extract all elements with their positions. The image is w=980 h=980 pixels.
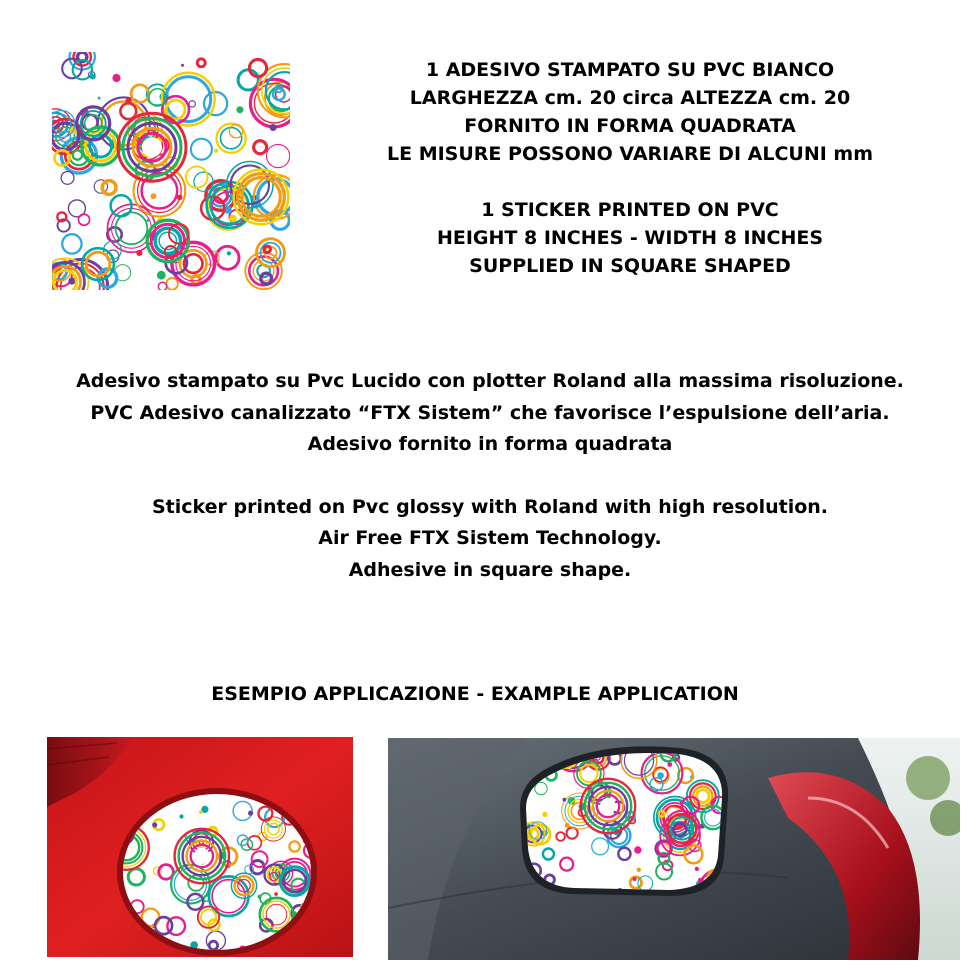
description-en-3: Adhesive in square shape. xyxy=(348,558,632,581)
example-application-title: ESEMPIO APPLICAZIONE - EXAMPLE APPLICATION xyxy=(211,683,739,705)
product-specs xyxy=(320,56,940,280)
sticker-pattern-swatch xyxy=(52,52,290,290)
description-en-2: Air Free FTX Sistem Technology. xyxy=(318,527,662,549)
red-car-fuel-cap-image xyxy=(47,737,353,957)
spec-line-it-1: 1 ADESIVO STAMPATO SU PVC BIANCO xyxy=(425,59,835,81)
product-description xyxy=(0,366,980,586)
description-en-1: Sticker printed on Pvc glossy with Roland with high resolution. xyxy=(151,495,829,518)
grey-car-fuel-cap-image xyxy=(388,738,960,960)
spec-line-it-3: FORNITO IN FORMA QUADRATA xyxy=(464,115,796,137)
spec-line-it-4: LE MISURE POSSONO VARIARE DI ALCUNI mm xyxy=(387,143,873,165)
spec-line-en-2: HEIGHT 8 INCHES - WIDTH 8 INCHES xyxy=(436,227,824,249)
example-photo-grey-car xyxy=(388,738,960,960)
spec-line-en-1: 1 STICKER PRINTED ON PVC xyxy=(481,199,779,221)
spec-line-en-3: SUPPLIED IN SQUARE SHAPED xyxy=(469,255,791,277)
circle-pattern-image xyxy=(52,52,290,290)
spec-line-it-2: LARGHEZZA cm. 20 circa ALTEZZA cm. 20 xyxy=(409,87,851,109)
description-it-1: Adesivo stampato su Pvc Lucido con plotter Roland alla massima risoluzione. xyxy=(76,370,904,392)
description-it-3: Adesivo fornito in forma quadrata xyxy=(307,433,673,455)
example-photo-red-car xyxy=(47,737,353,957)
description-it-2: PVC Adesivo canalizzato “FTX Sistem” che favorisce l’espulsione dell’aria. xyxy=(90,401,890,424)
